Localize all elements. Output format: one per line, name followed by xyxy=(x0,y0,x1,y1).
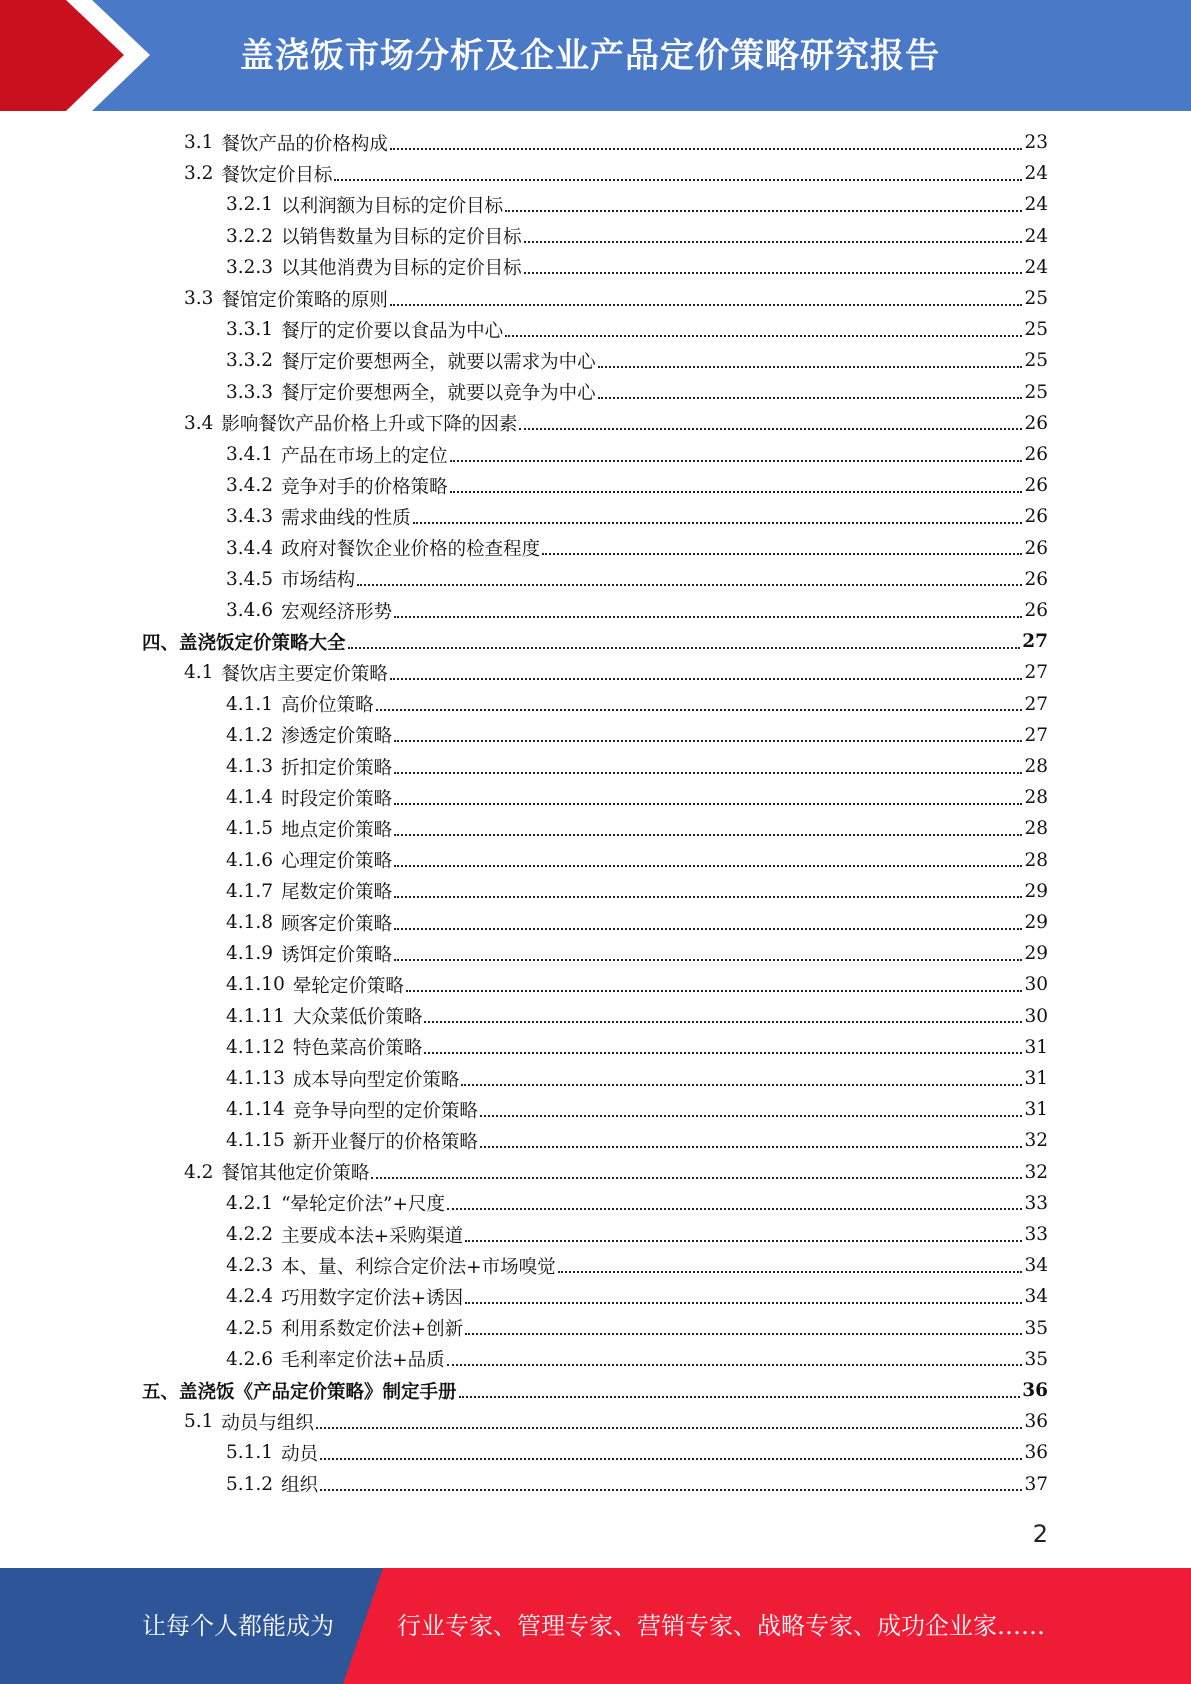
toc-entry-number: 4.2.4 xyxy=(226,1286,274,1308)
toc-entry[interactable] xyxy=(184,283,1048,314)
toc-entry[interactable] xyxy=(226,1219,1048,1250)
toc-entry-number: 4.1.10 xyxy=(226,974,285,996)
toc-entry-number: 4.1.1 xyxy=(226,693,274,715)
toc-entry-title: 成本导向型定价策略 xyxy=(292,1069,460,1091)
toc-dot-leader xyxy=(524,272,1023,274)
toc-dot-leader xyxy=(394,772,1022,774)
toc-entry-title: 组织 xyxy=(281,1475,319,1497)
toc-entry[interactable] xyxy=(226,1001,1048,1032)
toc-entry[interactable] xyxy=(226,1344,1048,1375)
toc-entry-number: 3.3.3 xyxy=(226,381,274,403)
toc-dot-leader xyxy=(413,522,1023,524)
toc-entry-number: 3.4.6 xyxy=(226,600,274,621)
toc-entry-number: 3.4.2 xyxy=(226,475,274,497)
toc-entry[interactable] xyxy=(226,689,1048,720)
toc-entry[interactable] xyxy=(226,314,1048,345)
toc-entry-number: 4.1.5 xyxy=(226,818,274,840)
toc-entry-number: 3.4.1 xyxy=(226,444,274,465)
toc-entry-page: 26 xyxy=(1024,568,1048,590)
toc-entry[interactable] xyxy=(184,408,1048,439)
toc-dot-leader xyxy=(447,1208,1022,1210)
toc-entry-number: 5.1 xyxy=(184,1411,214,1433)
toc-entry-page: 24 xyxy=(1024,163,1048,185)
toc-dot-leader xyxy=(320,1489,1022,1491)
toc-entry-page: 34 xyxy=(1024,1286,1048,1308)
toc-entry-page: 23 xyxy=(1024,132,1048,153)
toc-entry-title: 高价位策略 xyxy=(281,695,374,717)
toc-entry-title: 产品在市场上的定位 xyxy=(281,445,448,467)
toc-dot-leader xyxy=(406,990,1023,992)
toc-dot-leader xyxy=(480,1115,1023,1117)
toc-entry-page: 29 xyxy=(1024,943,1048,965)
page-number: 2 xyxy=(1032,1520,1048,1548)
toc-entry-number: 3.2.3 xyxy=(226,256,274,278)
toc-entry[interactable] xyxy=(226,1188,1048,1219)
toc-dot-leader xyxy=(465,1302,1022,1304)
toc-dot-leader xyxy=(394,803,1022,805)
toc-entry-page: 25 xyxy=(1024,319,1048,341)
toc-entry[interactable] xyxy=(226,564,1048,595)
toc-entry-title: 餐厅的定价要以食品为中心 xyxy=(281,320,504,342)
toc-entry-page: 26 xyxy=(1024,412,1048,434)
toc-entry-title: 以销售数量为目标的定价目标 xyxy=(281,227,522,249)
toc-entry[interactable] xyxy=(142,626,1048,657)
toc-entry-page: 31 xyxy=(1024,1068,1048,1089)
toc-dot-leader xyxy=(542,553,1022,555)
toc-entry[interactable] xyxy=(226,720,1048,751)
toc-entry[interactable] xyxy=(226,345,1048,376)
toc-entry-page: 31 xyxy=(1024,1036,1048,1058)
toc-entry-page: 25 xyxy=(1024,381,1048,403)
toc-dot-leader xyxy=(334,179,1022,181)
toc-entry-title: 地点定价策略 xyxy=(281,819,393,841)
toc-entry[interactable] xyxy=(226,969,1048,1000)
toc-entry[interactable] xyxy=(226,1281,1048,1312)
toc-entry-number: 3.4.5 xyxy=(226,568,274,590)
toc-dot-leader xyxy=(505,335,1022,337)
toc-entry[interactable] xyxy=(226,1094,1048,1125)
toc-dot-leader xyxy=(461,1084,1022,1086)
page-footer xyxy=(0,1568,1191,1684)
toc-entry-title: 晕轮定价策略 xyxy=(292,975,404,997)
toc-entry[interactable] xyxy=(226,845,1048,876)
toc-entry-title: 市场结构 xyxy=(281,570,356,592)
toc-entry-number: 5.1.2 xyxy=(226,1473,274,1495)
toc-entry[interactable] xyxy=(226,439,1048,470)
toc-entry-page: 24 xyxy=(1024,225,1048,247)
toc-dot-leader xyxy=(465,1333,1022,1335)
toc-entry-page: 27 xyxy=(1022,631,1048,653)
toc-entry-page: 26 xyxy=(1024,475,1048,497)
toc-entry[interactable] xyxy=(226,938,1048,969)
toc-dot-leader xyxy=(390,304,1023,306)
toc-entry-number: 3.4.3 xyxy=(226,506,274,528)
toc-entry-number: 3.2.1 xyxy=(226,194,274,216)
toc-dot-leader xyxy=(598,397,1023,399)
toc-entry-page: 26 xyxy=(1024,444,1048,465)
toc-dot-leader xyxy=(505,210,1022,212)
toc-entry-page: 35 xyxy=(1024,1317,1048,1339)
toc-entry[interactable] xyxy=(226,1250,1048,1281)
toc-entry-page: 30 xyxy=(1024,1005,1048,1027)
toc-entry-title: 心理定价策略 xyxy=(281,851,393,873)
toc-entry[interactable] xyxy=(226,876,1048,907)
toc-dot-leader xyxy=(394,740,1022,742)
toc-entry-page: 28 xyxy=(1024,787,1048,809)
toc-entry-number: 3.2.2 xyxy=(226,225,274,247)
toc-entry-number: 4.2.3 xyxy=(226,1255,274,1277)
toc-entry-title: 特色菜高价策略 xyxy=(292,1038,423,1060)
toc-entry[interactable] xyxy=(226,907,1048,938)
toc-entry-number: 3.4.4 xyxy=(226,537,274,559)
toc-entry-page: 27 xyxy=(1024,662,1048,684)
toc-entry[interactable] xyxy=(226,782,1048,813)
footer-slogan-right: 行业专家、管理专家、营销专家、战略专家、成功企业家…… xyxy=(397,1612,1045,1640)
toc-entry-number: 4.1.6 xyxy=(226,849,274,871)
toc-dot-leader xyxy=(320,1458,1022,1460)
toc-entry[interactable] xyxy=(142,1375,1048,1406)
toc-entry-page: 29 xyxy=(1024,912,1048,933)
toc-entry[interactable] xyxy=(226,1063,1048,1094)
toc-entry-title: 利用系数定价法+创新 xyxy=(281,1319,464,1341)
toc-entry-number: 4.2.6 xyxy=(226,1348,274,1370)
toc-entry-page: 37 xyxy=(1024,1473,1048,1495)
toc-dot-leader xyxy=(519,428,1022,430)
toc-entry-title: 大众菜低价策略 xyxy=(292,1007,423,1029)
toc-entry-page: 28 xyxy=(1024,756,1048,777)
toc-entry-number: 3.3.2 xyxy=(226,350,274,372)
toc-entry[interactable] xyxy=(226,501,1048,532)
toc-entry[interactable] xyxy=(226,813,1048,844)
toc-dot-leader xyxy=(424,1052,1022,1054)
toc-entry[interactable] xyxy=(226,595,1048,626)
toc-dot-leader xyxy=(376,709,1023,711)
toc-entry-page: 24 xyxy=(1024,194,1048,216)
toc-entry-number: 4.1.2 xyxy=(226,724,274,746)
toc-entry-title: 政府对餐饮企业价格的检查程度 xyxy=(281,539,541,561)
header-arrow-decoration xyxy=(0,0,160,111)
toc-entry-page: 25 xyxy=(1024,288,1048,309)
toc-entry-number: 3.1 xyxy=(184,132,214,153)
toc-entry[interactable] xyxy=(226,1469,1048,1500)
toc-entry-number: 4.2.5 xyxy=(226,1317,274,1339)
toc-entry[interactable] xyxy=(226,221,1048,252)
toc-entry-number: 4.1.11 xyxy=(226,1005,285,1027)
toc-entry[interactable] xyxy=(184,127,1048,158)
toc-entry-title: 本、量、利综合定价法+市场嗅觉 xyxy=(281,1256,556,1278)
toc-entry-title: 餐厅定价要想两全，就要以需求为中心 xyxy=(281,351,596,373)
toc-entry-page: 27 xyxy=(1024,693,1048,715)
toc-dot-leader xyxy=(394,928,1022,930)
toc-dot-leader xyxy=(465,1240,1022,1242)
toc-entry-page: 28 xyxy=(1024,849,1048,871)
toc-entry-title: “晕轮定价法”+尺度 xyxy=(281,1194,445,1216)
toc-entry-title: 宏观经济形势 xyxy=(281,601,393,623)
toc-dot-leader xyxy=(394,834,1022,836)
toc-entry-number: 3.3 xyxy=(184,288,214,309)
toc-entry-number: 3.2 xyxy=(184,163,214,185)
toc-entry-page: 30 xyxy=(1024,974,1048,996)
toc-dot-leader xyxy=(357,584,1022,586)
toc-entry-title: 顾客定价策略 xyxy=(281,913,393,935)
toc-dot-leader xyxy=(394,616,1022,618)
toc-entry-title: 毛利率定价法+品质 xyxy=(281,1350,445,1372)
toc-entry-title: 餐馆定价策略的原则 xyxy=(221,289,388,311)
toc-entry-title: 渗透定价策略 xyxy=(281,726,393,748)
toc-entry-title: 餐饮定价目标 xyxy=(221,164,333,186)
toc-entry-number: 4.1.15 xyxy=(226,1130,285,1152)
toc-entry-page: 28 xyxy=(1024,818,1048,840)
toc-entry-number: 4.1.13 xyxy=(226,1068,285,1089)
toc-entry-number: 4.2.2 xyxy=(226,1224,274,1245)
toc-entry-number: 4.1.9 xyxy=(226,943,274,965)
toc-entry-title: 餐饮店主要定价策略 xyxy=(221,663,388,685)
toc-entry-title: 餐厅定价要想两全，就要以竞争为中心 xyxy=(281,383,596,405)
toc-entry-page: 36 xyxy=(1024,1411,1048,1433)
toc-entry[interactable] xyxy=(184,1157,1048,1188)
toc-dot-leader xyxy=(459,1396,1021,1398)
toc-dot-leader xyxy=(598,366,1023,368)
toc-entry[interactable] xyxy=(226,377,1048,408)
toc-entry[interactable] xyxy=(226,1437,1048,1468)
toc-dot-leader xyxy=(390,678,1023,680)
toc-entry-title: 主要成本法+采购渠道 xyxy=(281,1225,464,1247)
toc-entry[interactable] xyxy=(226,1313,1048,1344)
page-header xyxy=(0,0,1191,111)
toc-entry[interactable] xyxy=(184,1406,1048,1437)
toc-entry-number: 4.1.7 xyxy=(226,880,274,902)
toc-entry-title: 餐馆其他定价策略 xyxy=(221,1163,370,1185)
toc-entry-title: 影响餐饮产品价格上升或下降的因素 xyxy=(221,414,518,436)
toc-dot-leader xyxy=(394,865,1022,867)
toc-entry-number: 4.2 xyxy=(184,1161,214,1183)
toc-entry-page: 35 xyxy=(1024,1348,1048,1370)
toc-entry-page: 26 xyxy=(1024,600,1048,621)
toc-entry-page: 33 xyxy=(1024,1192,1048,1214)
toc-entry-title: 巧用数字定价法+诱因 xyxy=(281,1287,464,1309)
toc-dot-leader xyxy=(390,148,1023,150)
toc-entry[interactable] xyxy=(226,1032,1048,1063)
toc-entry-number: 4.1.14 xyxy=(226,1099,285,1121)
toc-entry-number: 4.1.8 xyxy=(226,912,274,933)
toc-entry[interactable] xyxy=(226,189,1048,220)
toc-entry[interactable] xyxy=(226,1125,1048,1156)
toc-entry[interactable] xyxy=(184,657,1048,688)
toc-entry-number: 4.1 xyxy=(184,662,214,684)
toc-entry-page: 34 xyxy=(1024,1255,1048,1277)
toc-entry-page: 25 xyxy=(1024,350,1048,372)
toc-entry-title: 餐饮产品的价格构成 xyxy=(221,133,388,155)
header-title: 盖浇饭市场分析及企业产品定价策略研究报告 xyxy=(240,36,940,76)
toc-dot-leader xyxy=(447,1364,1023,1366)
toc-entry[interactable] xyxy=(226,470,1048,501)
toc-entry[interactable] xyxy=(226,751,1048,782)
toc-entry-number: 4.1.12 xyxy=(226,1036,285,1058)
toc-entry-number: 5.1.1 xyxy=(226,1442,274,1464)
toc-dot-leader xyxy=(450,460,1023,462)
toc-entry-page: 26 xyxy=(1024,506,1048,528)
toc-dot-leader xyxy=(371,1177,1022,1179)
toc-entry-title: 竞争导向型的定价策略 xyxy=(292,1100,478,1122)
toc-entry-title: 竞争对手的价格策略 xyxy=(281,476,448,498)
toc-entry-title: 动员与组织 xyxy=(221,1412,314,1434)
toc-dot-leader xyxy=(394,959,1022,961)
toc-entry-title: 以其他消费为目标的定价目标 xyxy=(281,258,522,280)
toc-entry-title: 动员 xyxy=(281,1443,319,1465)
toc-entry-page: 36 xyxy=(1022,1380,1048,1401)
toc-entry-number: 3.3.1 xyxy=(226,319,274,341)
toc-entry[interactable] xyxy=(184,158,1048,189)
toc-entry-title: 四、盖浇饭定价策略大全 xyxy=(142,632,346,654)
toc-entry-title: 需求曲线的性质 xyxy=(281,507,411,529)
toc-entry-page: 29 xyxy=(1024,880,1048,902)
toc-dot-leader xyxy=(558,1271,1023,1273)
toc-entry-page: 27 xyxy=(1024,724,1048,746)
toc-dot-leader xyxy=(480,1146,1023,1148)
toc-entry-title: 折扣定价策略 xyxy=(281,757,393,779)
toc-entry-title: 五、盖浇饭《产品定价策略》制定手册 xyxy=(142,1381,457,1403)
footer-slogan-left: 让每个人都能成为 xyxy=(142,1612,334,1640)
toc-entry-title: 以利润额为目标的定价目标 xyxy=(281,195,504,217)
toc-entry-title: 尾数定价策略 xyxy=(281,882,393,904)
toc-entry-number: 4.2.1 xyxy=(226,1192,274,1214)
toc-entry-number: 4.1.4 xyxy=(226,787,274,809)
toc-dot-leader xyxy=(348,647,1021,649)
toc-entry-title: 诱饵定价策略 xyxy=(281,944,393,966)
toc-entry-page: 32 xyxy=(1024,1161,1048,1183)
toc-entry-page: 36 xyxy=(1024,1442,1048,1464)
toc-dot-leader xyxy=(316,1427,1023,1429)
toc-entry-page: 33 xyxy=(1024,1224,1048,1245)
toc-entry-page: 31 xyxy=(1024,1099,1048,1121)
toc-dot-leader xyxy=(524,241,1023,243)
toc-entry-page: 32 xyxy=(1024,1130,1048,1152)
toc-entry-number: 4.1.3 xyxy=(226,756,274,777)
toc-entry[interactable] xyxy=(226,533,1048,564)
toc-dot-leader xyxy=(450,491,1023,493)
toc-entry[interactable] xyxy=(226,252,1048,283)
toc-entry-title: 时段定价策略 xyxy=(281,788,393,810)
toc-entry-number: 3.4 xyxy=(184,412,214,434)
toc-entry-title: 新开业餐厅的价格策略 xyxy=(292,1131,478,1153)
toc-dot-leader xyxy=(394,896,1022,898)
toc-entry-page: 26 xyxy=(1024,537,1048,559)
toc-dot-leader xyxy=(424,1021,1022,1023)
toc-entry-page: 24 xyxy=(1024,256,1048,278)
